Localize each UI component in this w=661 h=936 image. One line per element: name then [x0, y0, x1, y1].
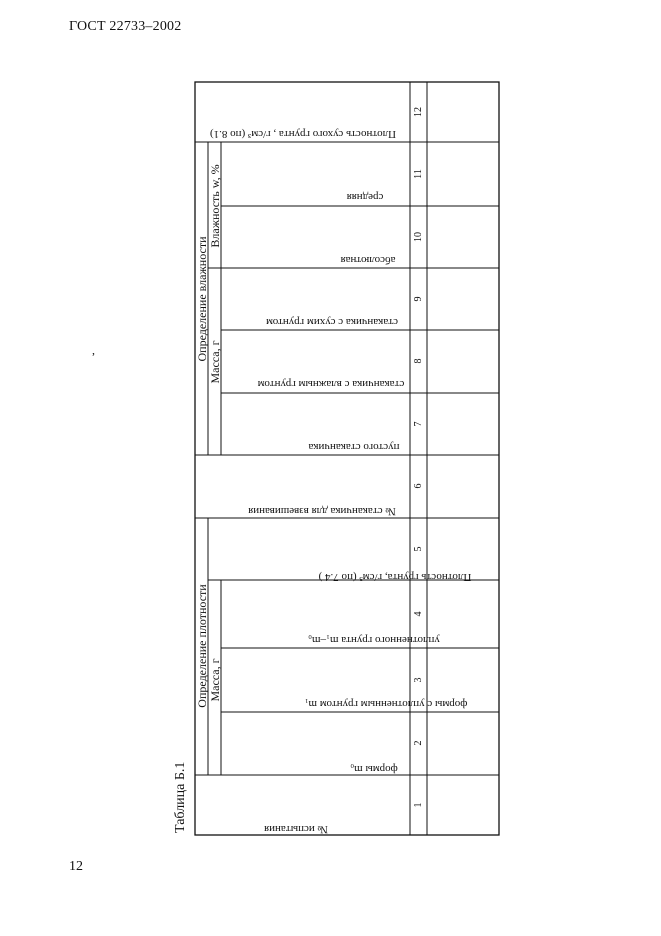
column-header-label: формы с уплотненным грунтом m₁	[304, 698, 468, 710]
group-moisture-label: Определение влажности	[195, 236, 209, 362]
column-number: 11	[413, 169, 424, 179]
column-number: 2	[413, 740, 424, 746]
column-header-label: абсолютная	[340, 254, 396, 266]
column-header-label: формы m₀	[350, 763, 398, 775]
column-header-label: Плотность сухого грунта , г/см³ (по 8.1)	[209, 128, 397, 140]
stray-mark: ,	[92, 343, 95, 357]
column-header-label: пустого стаканчика	[308, 441, 400, 453]
column-number: 3	[413, 677, 424, 683]
group-moisture-w-label: Влажность w, %	[208, 164, 222, 248]
column-number: 8	[413, 358, 424, 364]
group-moisture-mass-label: Масса, г	[208, 340, 222, 384]
column-number: 10	[413, 232, 424, 242]
column-header-label: средняя	[346, 191, 384, 203]
column-number: 6	[413, 483, 424, 489]
column-header-label: стаканчика с сухим грунтом	[265, 316, 399, 328]
column-header-label: № стаканчика для взвешивания	[248, 505, 396, 517]
group-density-mass-label: Масса, г	[208, 658, 222, 702]
column-number: 1	[413, 802, 424, 808]
column-header-label: уплотненного грунта m₁–m₀	[308, 634, 440, 646]
column-header-label: стаканчика с влажным грунтом	[257, 378, 405, 390]
column-number: 9	[413, 296, 424, 302]
group-density-label: Определение плотности	[195, 584, 209, 708]
table-caption: Таблица Б.1	[173, 761, 188, 833]
page-number: 12	[69, 859, 83, 874]
column-number: 5	[413, 546, 424, 552]
column-header-label: № испытания	[264, 823, 328, 835]
column-number: 7	[413, 421, 424, 427]
column-header-label: Плотность грунта, г/см³ (по 7.4 )	[318, 571, 472, 583]
column-number: 4	[413, 611, 424, 617]
column-number: 12	[413, 107, 424, 117]
document-header: ГОСТ 22733–2002	[69, 19, 182, 34]
